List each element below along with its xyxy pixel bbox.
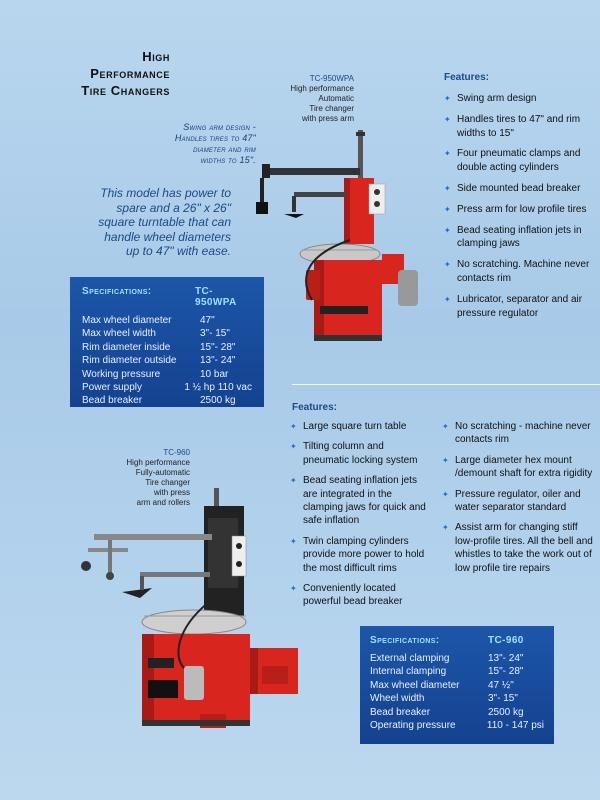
power-description: This model has power to spare and a 26" x 26" square turntable that can handle wheel diameters up to 47" with ease. <box>98 186 231 258</box>
feature-text: No scratching. Machine never contacts rim <box>457 259 590 284</box>
feature-item <box>290 440 430 467</box>
spec-label: External clamping <box>370 653 450 664</box>
swing-note-line: diameter and rim <box>193 144 256 154</box>
bullet-icon: ✦ <box>442 422 449 431</box>
feature-item <box>444 293 594 321</box>
feature-text: Twin clamping cylinders provide more power to hold the most difficult rims <box>303 535 425 574</box>
spec-label: Rim diameter outside <box>82 355 177 367</box>
tc950-spec-header <box>82 286 252 308</box>
spec-value: 13"- 24" <box>200 355 236 367</box>
bullet-icon: ✦ <box>290 536 297 546</box>
feature-item <box>290 420 430 433</box>
spec-model: TC-950WPA <box>194 286 237 308</box>
bullet-icon: ✦ <box>442 523 449 533</box>
feature-item <box>444 224 594 252</box>
spec-value: 47 ½" <box>488 679 514 691</box>
bullet-icon: ✦ <box>444 225 451 235</box>
spec-heading: Specifications: <box>370 635 440 646</box>
tc960-spec-header <box>370 635 544 646</box>
feature-text: Pressure regulator, oiler and water separator standard <box>455 488 581 514</box>
feature-text: Swing arm design <box>457 93 537 104</box>
feature-text: Assist arm for changing stiff low-profile tires. All the bell and whistles to take the work out of low profile tire repairs <box>455 522 593 574</box>
spec-label: Max wheel diameter <box>370 679 460 691</box>
tc960-machine-image <box>64 488 314 740</box>
spec-value: 3"- 15" <box>200 328 230 340</box>
bullet-icon: ✦ <box>444 94 451 103</box>
spec-label: Internal clamping <box>370 666 447 678</box>
page-headline <box>60 48 170 99</box>
spec-row <box>370 719 544 732</box>
spec-label: Max wheel width <box>82 328 156 340</box>
feature-item <box>442 454 594 481</box>
bullet-icon: ✦ <box>444 204 451 214</box>
bullet-icon: ✦ <box>444 294 451 304</box>
spec-value: 15"- 28" <box>488 666 524 678</box>
feature-item <box>444 92 594 106</box>
feature-text: Bead seating inflation jets in clamping jaws <box>457 224 582 250</box>
spec-label: Rim diameter inside <box>82 341 171 353</box>
spec-label: Bead breaker <box>370 706 431 718</box>
spec-row <box>82 368 252 381</box>
tc950-caption-model: TC-950WPA <box>309 74 354 83</box>
spec-row <box>82 354 252 367</box>
spec-value: 10 bar <box>200 368 229 380</box>
spec-row <box>370 706 544 719</box>
tc950-caption-line: Tire changer <box>309 104 354 113</box>
tc950-features <box>444 72 594 327</box>
spec-label: Max wheel diameter <box>82 315 172 326</box>
spec-row <box>370 692 544 705</box>
section-divider <box>292 384 600 385</box>
swing-note-line: Handles tires to 47" <box>174 133 256 143</box>
spec-heading: Specifications: <box>82 286 152 297</box>
spec-value: 3"- 15" <box>488 693 518 705</box>
tc960-features-title: Features: <box>292 402 338 413</box>
tc960-caption-line: Tire changer <box>145 478 190 487</box>
spec-row <box>82 394 252 407</box>
spec-row <box>370 665 544 678</box>
tc950-caption-line: High performance <box>290 84 354 93</box>
spec-value: 15"- 28" <box>200 341 236 353</box>
spec-label: Wheel width <box>370 693 425 705</box>
tc960-caption-line: High performance <box>126 458 190 467</box>
feature-item <box>442 521 594 575</box>
bullet-icon: ✦ <box>290 442 297 452</box>
bullet-icon: ✦ <box>444 260 451 270</box>
spec-value: 2500 kg <box>488 706 524 718</box>
feature-item <box>442 488 594 515</box>
feature-text: Four pneumatic clamps and double acting cylinders <box>457 148 581 174</box>
tc950-caption <box>250 74 354 124</box>
feature-item <box>444 203 594 217</box>
spec-label: Bead breaker <box>82 395 143 407</box>
feature-text: Large square turn table <box>303 421 407 432</box>
spec-label: Power supply <box>82 382 143 394</box>
tc950-feature-list <box>444 92 594 320</box>
swing-note-line: Swing arm design - <box>183 122 256 132</box>
bullet-icon: ✦ <box>290 584 297 594</box>
feature-text: Conveniently located powerful bead breaker <box>303 583 403 608</box>
headline-line-1: High <box>142 49 170 64</box>
bullet-icon: ✦ <box>442 489 449 499</box>
spec-row <box>370 652 544 665</box>
spec-row <box>82 314 252 327</box>
headline-line-2: Performance <box>90 66 170 81</box>
feature-text: No scratching - machine never contacts rim <box>455 421 591 446</box>
spec-label: Operating pressure <box>370 720 456 732</box>
bullet-icon: ✦ <box>444 183 451 193</box>
spec-row <box>82 341 252 354</box>
bullet-icon: ✦ <box>444 149 451 159</box>
feature-text: Side mounted bead breaker <box>457 182 581 194</box>
tc960-caption-line: arm and rollers <box>136 498 190 507</box>
tc950-caption-line: with press arm <box>301 114 354 123</box>
feature-text: Tilting column and pneumatic locking system <box>303 441 418 466</box>
feature-item <box>444 113 594 141</box>
feature-text: Large diameter hex mount /demount shaft for extra rigidity <box>455 454 593 480</box>
feature-text: Handles tires to 47" and rim widths to 15" <box>457 113 581 139</box>
tc960-caption-line: Fully-automatic <box>135 468 190 477</box>
spec-value: 1 ½ hp 110 vac <box>184 382 252 394</box>
swing-note-line: widths to 15". <box>200 155 256 165</box>
tc950-features-title: Features: <box>444 72 490 83</box>
spec-row <box>370 679 544 692</box>
bullet-icon: ✦ <box>442 455 449 465</box>
tc960-feature-list-right <box>442 420 594 582</box>
spec-label: Working pressure <box>82 368 161 380</box>
feature-text: Lubricator, separator and air pressure regulator <box>457 293 583 319</box>
feature-text: Press arm for low profile tires <box>457 203 587 215</box>
spec-value: 2500 kg <box>200 395 236 407</box>
bullet-icon: ✦ <box>290 422 297 431</box>
spec-value: 110 - 147 psi <box>486 720 544 732</box>
bullet-icon: ✦ <box>444 114 451 124</box>
feature-item <box>444 147 594 175</box>
bullet-icon: ✦ <box>290 476 297 486</box>
headline-line-3: Tire Changers <box>81 83 170 98</box>
spec-row <box>82 381 252 394</box>
feature-item <box>444 258 594 286</box>
tc960-caption-line: with press <box>153 488 190 497</box>
tc960-caption-model: TC-960 <box>163 448 190 457</box>
tc950-spec-box <box>70 277 264 407</box>
spec-value: 47" <box>200 315 215 326</box>
feature-item <box>444 182 594 196</box>
feature-item <box>442 420 594 447</box>
tc960-spec-box <box>360 626 554 744</box>
tc950-caption-line: Automatic <box>318 94 354 103</box>
feature-text: Bead seating inflation jets are integrated in the clamping jaws for quick and safe inflation <box>303 475 426 527</box>
spec-row <box>82 327 252 340</box>
spec-value: 13"- 24" <box>488 653 524 664</box>
spec-model: TC-960 <box>488 635 524 646</box>
